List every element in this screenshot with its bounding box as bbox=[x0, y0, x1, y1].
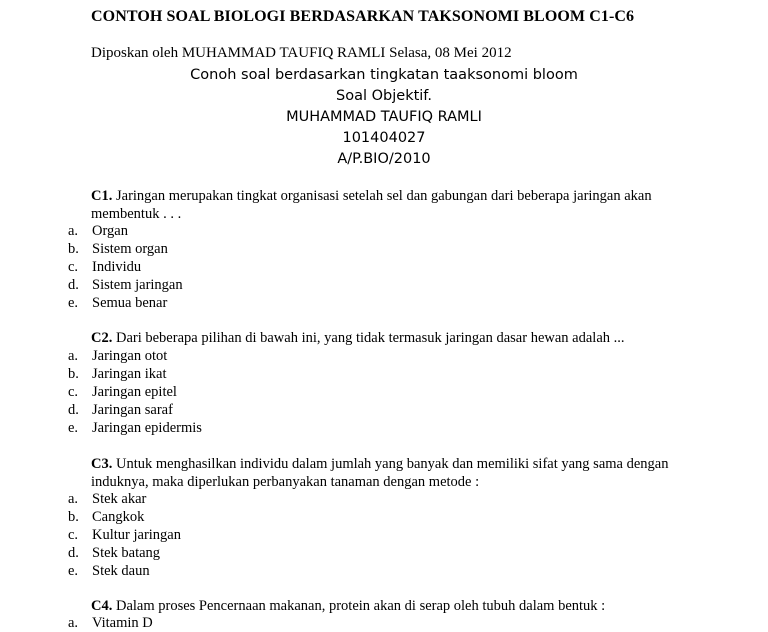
question-number: C4. bbox=[91, 598, 113, 614]
option-item: a. Organ bbox=[68, 223, 128, 239]
document-title: CONTOH SOAL BIOLOGI BERDASARKAN TAKSONOMI BLOOM C1-C6 bbox=[91, 8, 635, 25]
handwritten-student-id: 101404027 bbox=[342, 130, 426, 146]
option-item: e. Stek daun bbox=[68, 563, 150, 579]
option-item: c. Jaringan epitel bbox=[68, 384, 177, 400]
options-c4 bbox=[68, 614, 153, 632]
question-c4 bbox=[91, 597, 691, 615]
option-item: a. Stek akar bbox=[68, 491, 147, 507]
option-item: b. Sistem organ bbox=[68, 241, 168, 257]
handwritten-header-line-1: Conoh soal berdasarkan tingkatan taaksonomi bloom bbox=[190, 67, 578, 83]
question-c3 bbox=[91, 455, 691, 491]
options-c2 bbox=[68, 347, 202, 437]
handwritten-header-line-2: Soal Objektif. bbox=[336, 88, 432, 104]
question-text: Jaringan merupakan tingkat organisasi setelah sel dan gabungan dari beberapa jaringan akan membentuk . . . bbox=[91, 188, 652, 222]
handwritten-author-name: MUHAMMAD TAUFIQ RAMLI bbox=[286, 109, 482, 125]
option-item: d. Sistem jaringan bbox=[68, 277, 183, 293]
question-c2 bbox=[91, 329, 691, 347]
options-c3 bbox=[68, 490, 181, 580]
option-item: b. Jaringan ikat bbox=[68, 366, 167, 382]
question-number: C3. bbox=[91, 456, 113, 472]
question-text: Untuk menghasilkan individu dalam jumlah yang banyak dan memiliki sifat yang sama dengan induknya, maka diperlukan perbanyakan tanaman dengan metode : bbox=[91, 456, 669, 490]
post-byline: Diposkan oleh MUHAMMAD TAUFIQ RAMLI Selasa, 08 Mei 2012 bbox=[91, 45, 512, 61]
option-item: d. Jaringan saraf bbox=[68, 402, 173, 418]
question-text: Dalam proses Pencernaan makanan, protein akan di serap oleh tubuh dalam bentuk : bbox=[112, 598, 606, 614]
question-text: Dari beberapa pilihan di bawah ini, yang tidak termasuk jaringan dasar hewan adalah ... bbox=[112, 330, 625, 346]
question-c1 bbox=[91, 187, 691, 223]
option-item: d. Stek batang bbox=[68, 545, 161, 561]
option-item: c. Individu bbox=[68, 259, 142, 275]
handwritten-class-code: A/P.BIO/2010 bbox=[337, 151, 431, 167]
question-number: C1. bbox=[91, 188, 113, 204]
option-item: b. Cangkok bbox=[68, 509, 145, 525]
option-item: e. Jaringan epidermis bbox=[68, 420, 202, 436]
option-item: e. Semua benar bbox=[68, 295, 168, 311]
question-number: C2. bbox=[91, 330, 113, 346]
option-item: a. Jaringan otot bbox=[68, 348, 168, 364]
options-c1 bbox=[68, 222, 183, 312]
option-item: c. Kultur jaringan bbox=[68, 527, 181, 543]
option-item: a. Vitamin D bbox=[68, 615, 153, 631]
